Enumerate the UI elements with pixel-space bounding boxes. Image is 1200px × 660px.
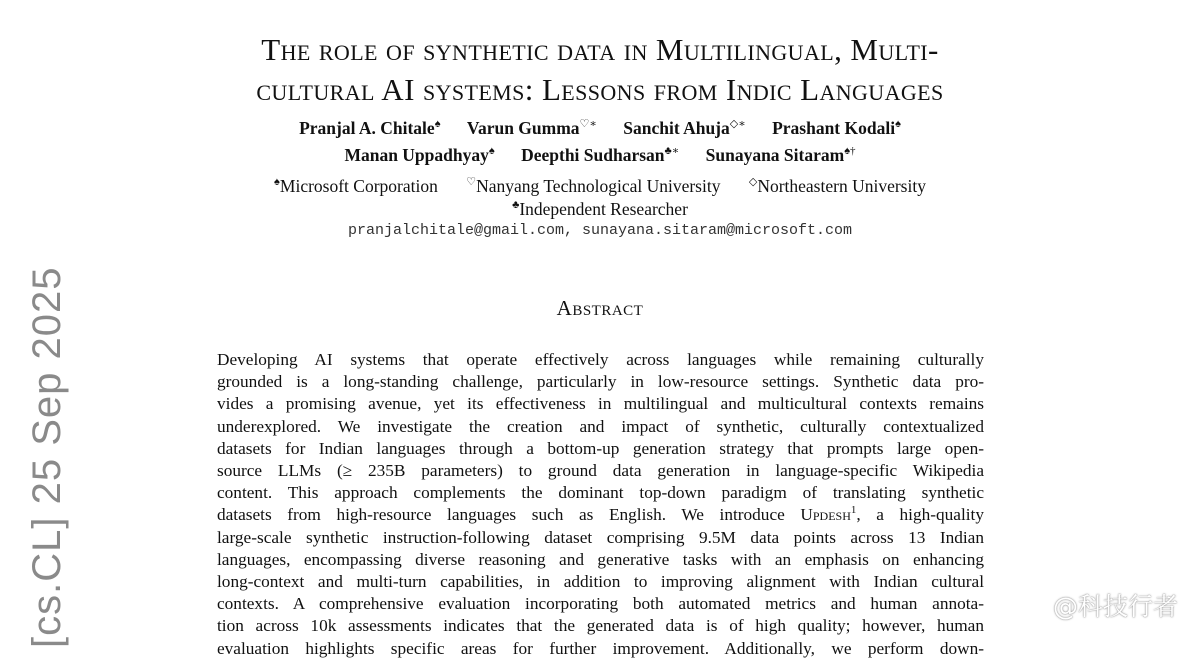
abstract-heading: Abstract bbox=[556, 296, 644, 320]
author: Deepthi Sudharsan♣∗ bbox=[521, 145, 680, 165]
abstract-line: vides a promising avenue, yet its effectiveness in multilingual and multicultural contexts remains bbox=[217, 394, 984, 414]
affiliation: ♣Independent Researcher bbox=[512, 199, 688, 219]
author: Varun Gumma♡∗ bbox=[466, 118, 597, 138]
affiliation-row-1 bbox=[0, 175, 1200, 198]
footnote-marker[interactable]: 1 bbox=[850, 504, 857, 517]
title-line-2: cultural AI systems: Lessons from Indic Languages bbox=[256, 72, 944, 107]
abstract-line: source LLMs (≥ 235B parameters) to ground data generation in language-specific Wikipedia bbox=[217, 461, 984, 481]
author: Pranjal A. Chitale♠ bbox=[299, 118, 441, 138]
title-line-1: The role of synthetic data in Multilingual, Multi- bbox=[261, 32, 939, 67]
abstract-line: Developing AI systems that operate effectively across languages while remaining culturally bbox=[217, 350, 984, 369]
abstract-line: languages, encompassing diverse reasoning and generative tasks with an emphasis on enhancing bbox=[217, 549, 984, 569]
abstract-line: datasets from high-resource languages such as English. We introduce Updesh$^1$, a high-quality bbox=[217, 504, 985, 525]
affiliation: ♠Microsoft Corporation bbox=[274, 176, 438, 196]
author-row-1 bbox=[0, 115, 1200, 142]
abstract-body bbox=[217, 349, 984, 660]
abstract-line: evaluation highlights specific areas for further improvement. Additionally, we perform down- bbox=[217, 638, 984, 658]
abstract-line: grounded is a long-standing challenge, particularly in low-resource settings. Synthetic data pro- bbox=[217, 372, 984, 392]
abstract-line: tion across 10k assessments indicates that the generated data is of high quality; however, human bbox=[217, 616, 984, 636]
source-watermark: @科技行者 bbox=[1052, 592, 1178, 621]
author: Prashant Kodali♠ bbox=[772, 118, 901, 138]
dataset-name: Updesh bbox=[800, 505, 851, 525]
affiliation-list bbox=[0, 175, 1200, 221]
abstract-line: contexts. A comprehensive evaluation incorporating both automated metrics and human annota- bbox=[217, 594, 984, 614]
affiliation-row-2 bbox=[0, 198, 1200, 221]
author-list bbox=[0, 115, 1200, 169]
abstract-line: large-scale synthetic instruction-following dataset comprising 9.5M data points across 13 Indian bbox=[217, 527, 984, 547]
abstract-line: datasets for Indian languages through a bottom-up generation strategy that prompts large open- bbox=[217, 438, 984, 458]
author: Manan Uppadhyay♠ bbox=[344, 145, 495, 165]
arxiv-side-stamp: [cs.CL] 25 Sep 2025 bbox=[25, 266, 69, 648]
abstract-line: underexplored. We investigate the creation and impact of synthetic, culturally contextualized bbox=[217, 416, 984, 436]
abstract-line: long-context and multi-turn capabilities, in addition to improving alignment with Indian cultural bbox=[217, 572, 984, 592]
contact-email[interactable]: pranjalchitale@gmail.com, sunayana.sitaram@microsoft.com bbox=[347, 222, 853, 239]
abstract-line: content. This approach complements the dominant top-down paradigm of translating synthetic bbox=[217, 483, 984, 503]
affiliation: ♡Nanyang Technological University bbox=[466, 176, 721, 196]
paper-title bbox=[0, 30, 1200, 110]
author-row-2 bbox=[0, 142, 1200, 169]
author: Sunayana Sitaram♠† bbox=[705, 145, 856, 165]
affiliation: ◇Northeastern University bbox=[748, 176, 926, 196]
author: Sanchit Ahuja◇∗ bbox=[623, 118, 746, 138]
